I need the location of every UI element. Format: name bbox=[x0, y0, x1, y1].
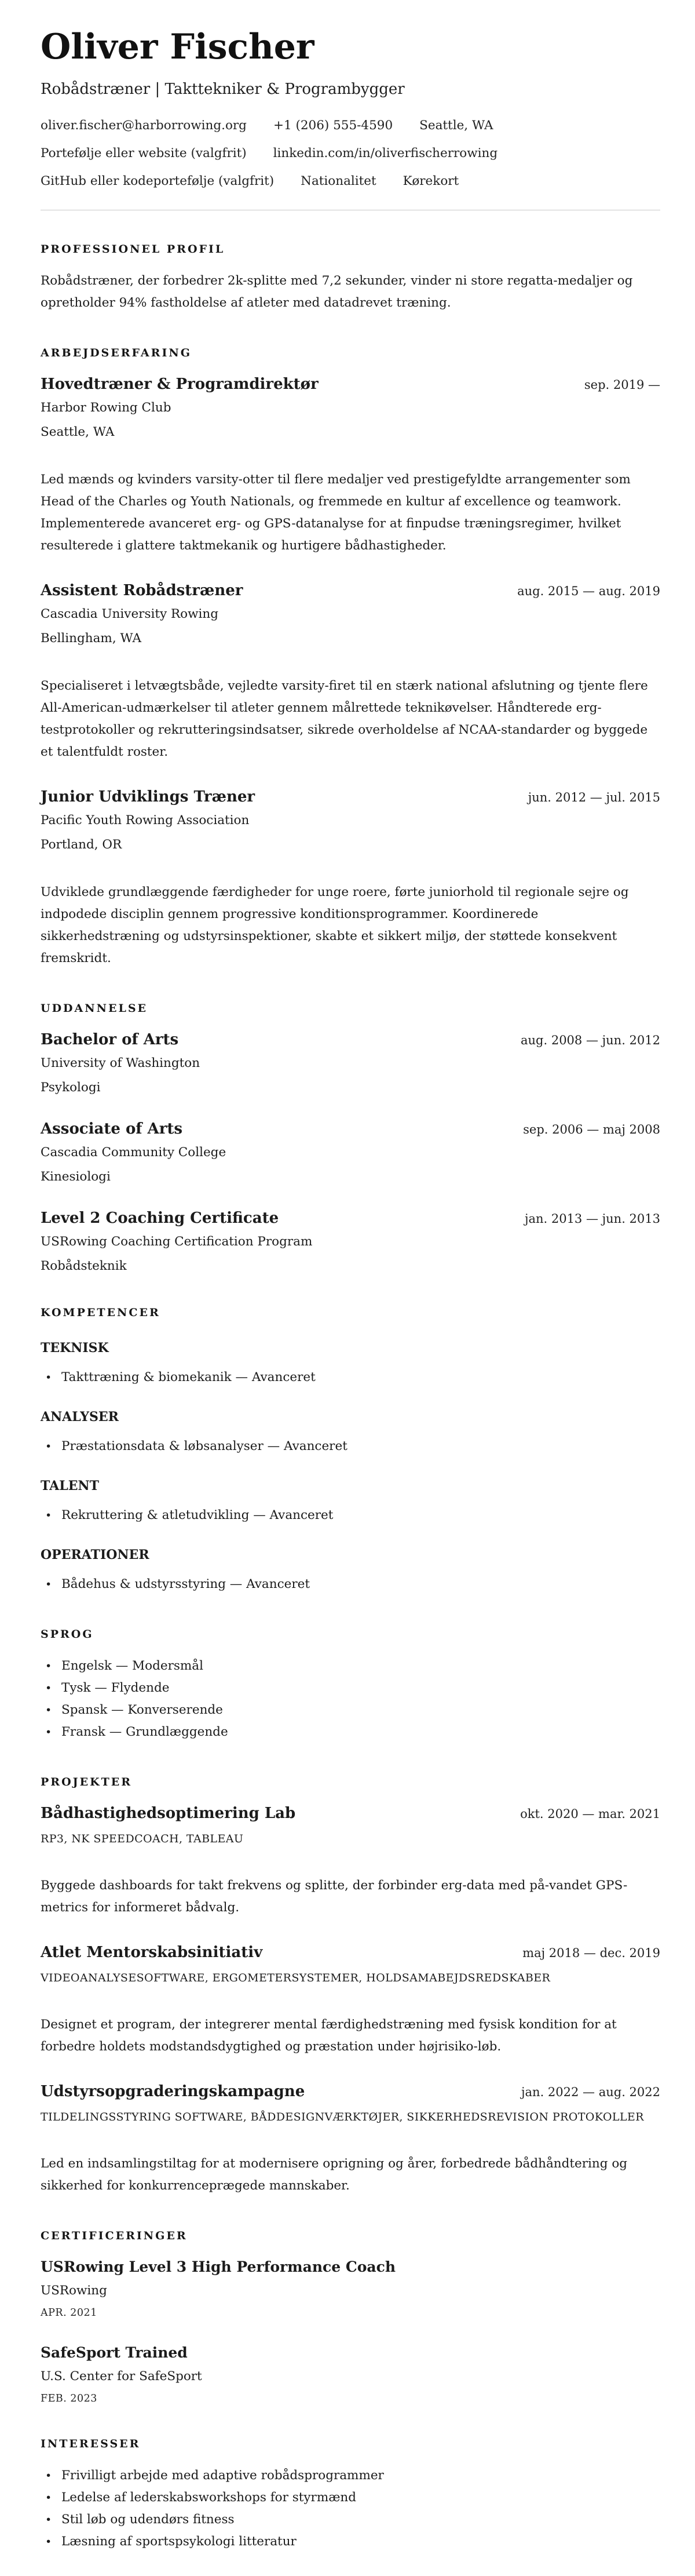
interest-item: • Stil løb og udendørs fitness bbox=[41, 2509, 660, 2531]
project-description: Byggede dashboards for takt frekvens og splitte, der forbinder erg-data med på-vandet GPS-metrics for informeret bådvalg. bbox=[41, 1878, 628, 1915]
contact-row-1 bbox=[41, 118, 660, 133]
phone-text: +1 (206) 555-4590 bbox=[273, 118, 393, 133]
project-tools: VIDEOANALYSESOFTWARE, ERGOMETERSYSTEMER, HOLDSAMABEJDSREDSKABER bbox=[41, 1972, 551, 1984]
job-dates: jun. 2012 — jul. 2015 bbox=[528, 790, 660, 804]
job-entry bbox=[41, 581, 660, 763]
field-of-study: Robådsteknik bbox=[41, 1259, 127, 1273]
certification-issuer: USRowing bbox=[41, 2283, 107, 2298]
certification-date: FEB. 2023 bbox=[41, 2393, 97, 2404]
project-entry bbox=[41, 1804, 660, 1919]
location-text: Seattle, WA bbox=[419, 118, 493, 133]
project-dates: jan. 2022 — aug. 2022 bbox=[521, 2085, 660, 2099]
interest-item: • Ledelse af lederskabsworkshops for styrmænd bbox=[41, 2487, 660, 2509]
project-entry bbox=[41, 1943, 660, 2058]
skills-heading: KOMPETENCER bbox=[41, 1306, 160, 1319]
skill-group-name: TALENT bbox=[41, 1478, 99, 1493]
project-title: Atlet Mentorskabsinitiativ bbox=[41, 1944, 263, 1961]
project-entry bbox=[41, 2082, 660, 2197]
email-text: oliver.fischer@harborrowing.org bbox=[41, 118, 247, 133]
contact-row-3 bbox=[41, 173, 660, 189]
project-title: Udstyrsopgraderingskampagne bbox=[41, 2083, 305, 2100]
certification-entry bbox=[41, 2258, 660, 2319]
certifications-heading: CERTIFICERINGER bbox=[41, 2229, 188, 2242]
job-company: Pacific Youth Rowing Association bbox=[41, 813, 250, 828]
project-description: Designet et program, der integrerer mental færdighedstræning med fysisk kondition for at forbedre holdets modstandsdygtighed og præstation under højrisiko-løb. bbox=[41, 2017, 617, 2054]
section-education bbox=[41, 1002, 660, 1274]
language-item: • Tysk — Flydende bbox=[41, 1677, 660, 1699]
job-entry bbox=[41, 375, 660, 557]
section-experience bbox=[41, 347, 660, 970]
field-of-study: Psykologi bbox=[41, 1080, 101, 1095]
experience-heading: ARBEJDSERFARING bbox=[41, 347, 192, 359]
project-description: Led en indsamlingstiltag for at modernisere oprigning og årer, forbedrede bådhåndtering og sikkerhed for konkurrenceprægede mannskaber. bbox=[41, 2156, 628, 2193]
section-interests bbox=[41, 2437, 660, 2553]
education-entry-head bbox=[41, 1120, 660, 1138]
job-entry-head bbox=[41, 581, 660, 600]
field-of-study: Kinesiologi bbox=[41, 1169, 111, 1184]
job-title: Assistent Robådstræner bbox=[41, 582, 243, 599]
job-description: Udviklede grundlæggende færdigheder for unge roere, førte juniorhold til regionale sejre og indpodede disciplin gennem progressive konditionsprogrammer. Koordinerede sikkerhedstræning og udstyrsinspektioner, skabte et sikkert miljø, der støttede konsekvent fremskridt. bbox=[41, 885, 629, 965]
project-dates: maj 2018 — dec. 2019 bbox=[522, 1946, 660, 1960]
website-placeholder-text: Portefølje eller website (valgfrit) bbox=[41, 146, 247, 161]
job-description: Led mænds og kvinders varsity-otter til flere medaljer ved prestigefyldte arrangementer som Head of the Charles og Youth Nationals, og fremmede en kultur af excellence og teamwork. Implementerede avanceret erg- og GPS-datanalyse for at finpudse træningsregimer, hvilket resulterede i glattere taktmekanik og hurtigere bådhastigheder. bbox=[41, 472, 631, 553]
education-dates: aug. 2008 — jun. 2012 bbox=[521, 1033, 660, 1047]
school-name: University of Washington bbox=[41, 1056, 200, 1070]
education-entry bbox=[41, 1120, 660, 1185]
project-entry-head bbox=[41, 2082, 660, 2101]
language-item: • Spansk — Konverserende bbox=[41, 1699, 660, 1721]
skill-group-name: TEKNISK bbox=[41, 1340, 109, 1356]
education-entry bbox=[41, 1209, 660, 1274]
section-certifications bbox=[41, 2229, 660, 2405]
skill-list bbox=[41, 1573, 660, 1595]
degree-title: Bachelor of Arts bbox=[41, 1031, 179, 1048]
header-subtitle: Robådstræner | Takttekniker & Programbygger bbox=[41, 81, 405, 98]
job-entry-head bbox=[41, 375, 660, 393]
job-location: Seattle, WA bbox=[41, 425, 115, 439]
project-entry-head bbox=[41, 1943, 660, 1962]
school-name: Cascadia Community College bbox=[41, 1145, 226, 1160]
interest-list bbox=[41, 2465, 660, 2553]
skill-item: • Rekruttering & atletudvikling — Avanceret bbox=[41, 1504, 660, 1526]
page-title: Oliver Fischer bbox=[41, 27, 314, 67]
degree-title: Associate of Arts bbox=[41, 1120, 183, 1138]
education-heading: UDDANNELSE bbox=[41, 1002, 148, 1015]
contact-row-2 bbox=[41, 145, 660, 161]
project-entry-head bbox=[41, 1804, 660, 1823]
languages-heading: SPROG bbox=[41, 1628, 94, 1641]
section-projects bbox=[41, 1776, 660, 2197]
interests-heading: INTERESSER bbox=[41, 2437, 141, 2450]
project-dates: okt. 2020 — mar. 2021 bbox=[520, 1807, 660, 1821]
certification-date: APR. 2021 bbox=[41, 2307, 97, 2319]
certification-title: SafeSport Trained bbox=[41, 2344, 188, 2361]
interest-item: • Læsning af sportspsykologi litteratur bbox=[41, 2531, 660, 2553]
job-entry bbox=[41, 788, 660, 970]
education-entry bbox=[41, 1030, 660, 1095]
project-title: Bådhastighedsoptimering Lab bbox=[41, 1805, 296, 1822]
linkedin-text: linkedin.com/in/oliverfischerrowing bbox=[273, 146, 498, 161]
license-label: Kørekort bbox=[403, 174, 459, 188]
job-company: Cascadia University Rowing bbox=[41, 607, 218, 621]
skill-list bbox=[41, 1367, 660, 1389]
job-title: Junior Udviklings Træner bbox=[41, 788, 255, 806]
skill-item: • Bådehus & udstyrsstyring — Avanceret bbox=[41, 1573, 660, 1595]
job-dates: aug. 2015 — aug. 2019 bbox=[517, 584, 660, 598]
school-name: USRowing Coaching Certification Program bbox=[41, 1234, 313, 1249]
profile-text: Robådstræner, der forbedrer 2k-splitte med 7,2 sekunder, vinder ni store regatta-medaljer og opretholder 94% fastholdelse af atleter med datadrevet træning. bbox=[41, 274, 633, 310]
certification-issuer: U.S. Center for SafeSport bbox=[41, 2369, 202, 2384]
language-list bbox=[41, 1655, 660, 1743]
education-dates: sep. 2006 — maj 2008 bbox=[523, 1123, 660, 1136]
section-skills bbox=[41, 1306, 660, 1595]
github-placeholder-text: GitHub eller kodeportefølje (valgfrit) bbox=[41, 174, 275, 188]
skill-list bbox=[41, 1435, 660, 1458]
nationality-label: Nationalitet bbox=[301, 174, 376, 188]
projects-heading: PROJEKTER bbox=[41, 1776, 133, 1788]
job-description: Specialiseret i letvægtsbåde, vejledte varsity-firet til en stærk national afslutning og tjente flere All-American-udmærkelser til atleter gennem målrettede teknikøvelser. Håndterede erg-testprotokoller og rekrutteringsindsatser, sikrede overholdelse af NCAA-standarder og byggede et talentfuldt roster. bbox=[41, 679, 648, 759]
skill-group-name: OPERATIONER bbox=[41, 1547, 149, 1562]
interest-item: • Frivilligt arbejde med adaptive robådsprogrammer bbox=[41, 2465, 660, 2487]
job-location: Bellingham, WA bbox=[41, 631, 142, 646]
section-languages bbox=[41, 1628, 660, 1743]
job-entry-head bbox=[41, 788, 660, 806]
skill-item: • Præstationsdata & løbsanalyser — Avanceret bbox=[41, 1435, 660, 1458]
education-entry-head bbox=[41, 1030, 660, 1049]
project-tools: TILDELINGSSTYRING SOFTWARE, BÅDDESIGNVÆRKTØJER, SIKKERHEDSREVISION PROTOKOLLER bbox=[41, 2111, 644, 2123]
language-item: • Fransk — Grundlæggende bbox=[41, 1721, 660, 1743]
profile-heading: PROFESSIONEL PROFIL bbox=[41, 243, 225, 256]
job-location: Portland, OR bbox=[41, 837, 122, 852]
skill-list bbox=[41, 1504, 660, 1526]
project-tools: RP3, NK SPEEDCOACH, TABLEAU bbox=[41, 1832, 244, 1845]
job-company: Harbor Rowing Club bbox=[41, 400, 171, 415]
job-dates: sep. 2019 — bbox=[584, 378, 660, 392]
skill-group-name: ANALYSER bbox=[41, 1409, 119, 1424]
language-item: • Engelsk — Modersmål bbox=[41, 1655, 660, 1677]
section-profile bbox=[41, 243, 660, 314]
job-title: Hovedtræner & Programdirektør bbox=[41, 376, 319, 393]
skill-item: • Takttræning & biomekanik — Avanceret bbox=[41, 1367, 660, 1389]
education-dates: jan. 2013 — jun. 2013 bbox=[524, 1212, 660, 1226]
degree-title: Level 2 Coaching Certificate bbox=[41, 1209, 279, 1227]
certification-entry bbox=[41, 2344, 660, 2405]
education-entry-head bbox=[41, 1209, 660, 1227]
certification-title: USRowing Level 3 High Performance Coach bbox=[41, 2258, 396, 2275]
